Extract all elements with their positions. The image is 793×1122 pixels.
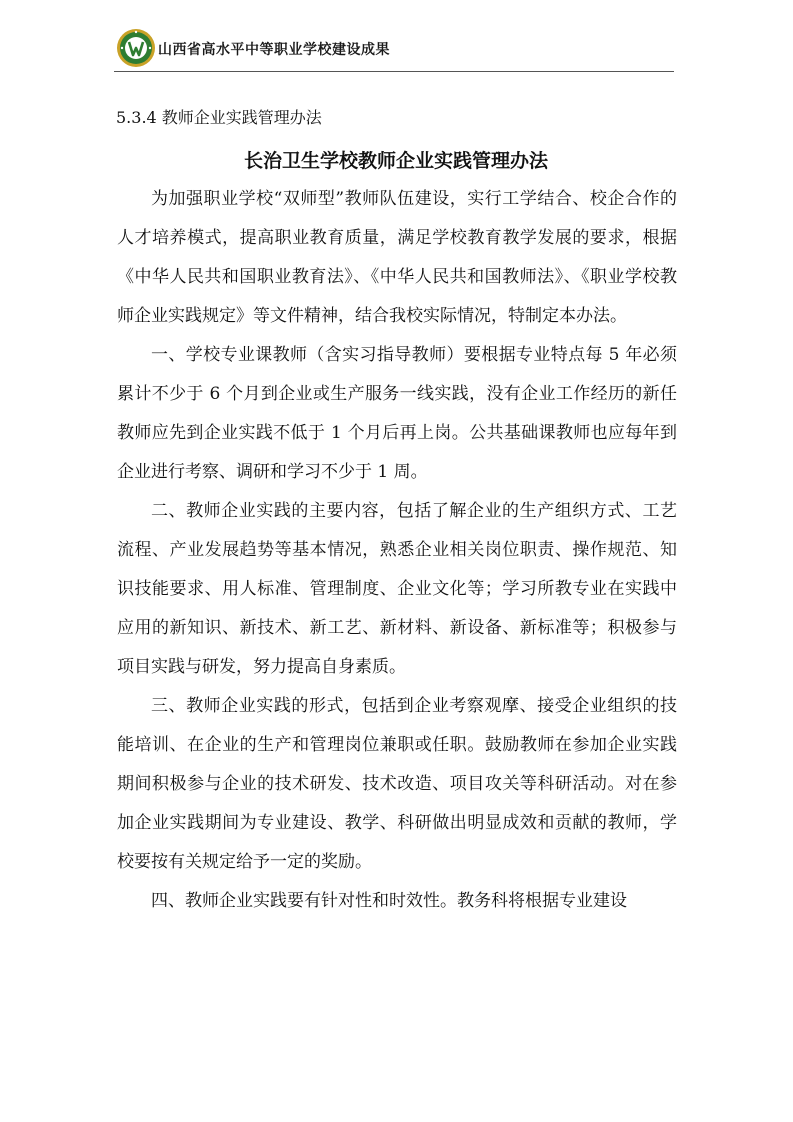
- paragraph-article-2: 二、教师企业实践的主要内容，包括了解企业的生产组织方式、工艺流程、产业发展趋势等基本情况，熟悉企业相关岗位职责、操作规范、知识技能要求、用人标准、管理制度、企业文化等；学习所教专业在实践中应用的新知识、新技术、新工艺、新材料、新设备、新标准等；积极参与项目实践与研发，努力提高自身素质。: [117, 501, 677, 677]
- document-body: [117, 180, 677, 921]
- header-title: 山西省高水平中等职业学校建设成果: [158, 42, 390, 58]
- paragraph-article-3: 三、教师企业实践的形式，包括到企业考察观摩、接受企业组织的技能培训、在企业的生产和管理岗位兼职或任职。鼓励教师在参加企业实践期间积极参与企业的技术研发、技术改造、项目攻关等科研活动。对在参加企业实践期间为专业建设、教学、科研做出明显成效和贡献的教师，学校要按有关规定给予一定的奖励。: [117, 696, 677, 872]
- page-header: [114, 28, 674, 72]
- section-heading: 5.3.4 教师企业实践管理办法: [116, 108, 322, 127]
- document-title: 长治卫生学校教师企业实践管理办法: [243, 150, 548, 172]
- school-emblem-icon: [116, 28, 156, 68]
- paragraph-intro: 为加强职业学校“双师型”教师队伍建设，实行工学结合、校企合作的人才培养模式，提高职业教育质量，满足学校教育教学发展的要求，根据《中华人民共和国职业教育法》、《中华人民共和国教师法》、《职业学校教师企业实践规定》等文件精神，结合我校实际情况，特制定本办法。: [117, 189, 677, 326]
- paragraph-article-4: 四、教师企业实践要有针对性和时效性。教务科将根据专业建设: [151, 891, 627, 911]
- paragraph-article-1: 一、学校专业课教师（含实习指导教师）要根据专业特点每 5 年必须累计不少于 6 个月到企业或生产服务一线实践，没有企业工作经历的新任教师应先到企业实践不低于 1 个月后再上岗。公共基础课教师也应每年到企业进行考察、调研和学习不少于 1 周。: [117, 345, 677, 482]
- header-divider: [114, 71, 674, 72]
